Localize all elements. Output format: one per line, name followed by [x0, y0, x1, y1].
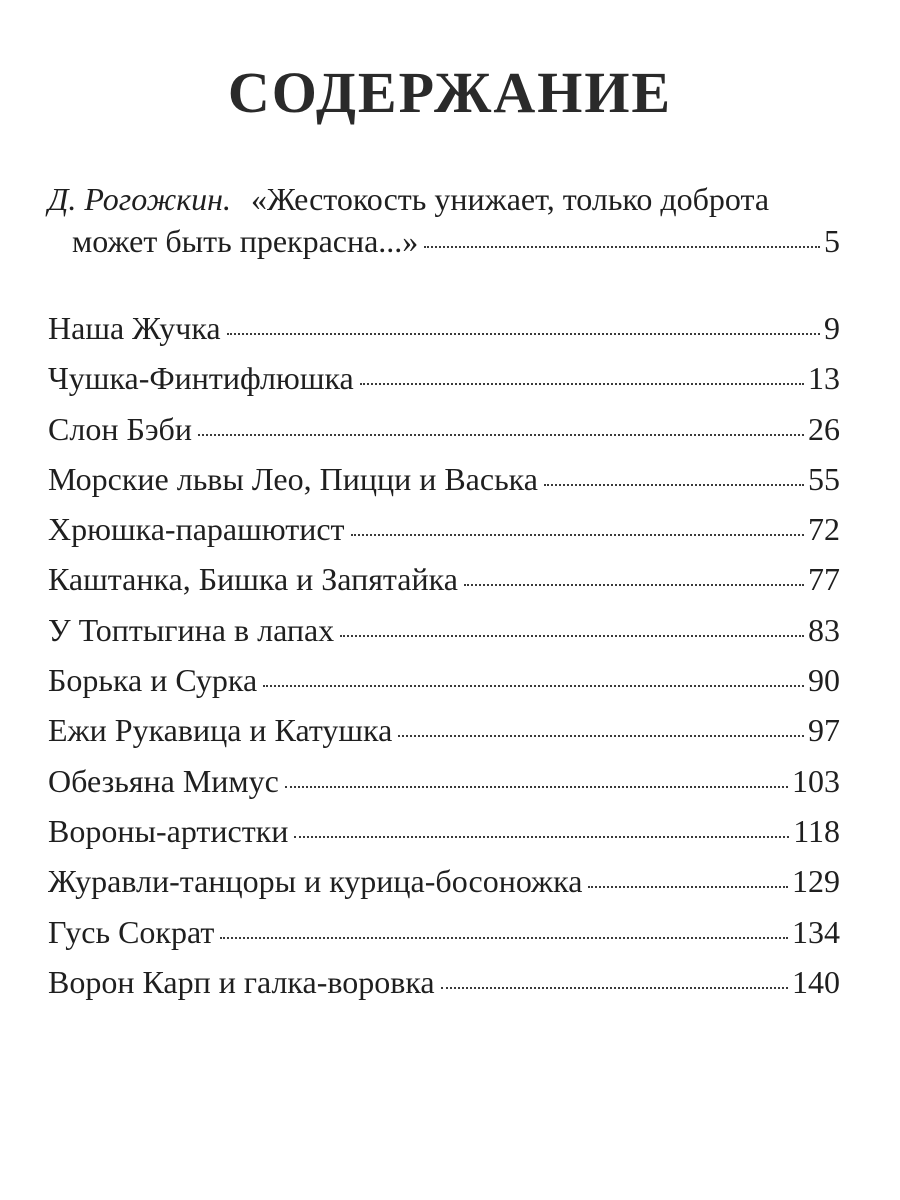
- dot-leader: [220, 937, 788, 939]
- toc-list: [48, 306, 840, 1010]
- toc-entry-title: Обезьяна Мимус: [48, 762, 279, 799]
- toc-entry-page: 77: [808, 561, 840, 598]
- dot-leader: [340, 635, 804, 637]
- dot-leader: [441, 987, 788, 989]
- toc-entry-page: 83: [808, 611, 840, 648]
- dot-leader: [360, 383, 804, 385]
- intro-line-1: [48, 180, 840, 218]
- toc-entry-page: 97: [808, 712, 840, 749]
- toc-entry-page: 13: [808, 360, 840, 397]
- toc-entry: [48, 306, 840, 356]
- toc-entry: [48, 557, 840, 607]
- toc-entry-title: Слон Бэби: [48, 410, 192, 447]
- toc-entry: [48, 407, 840, 457]
- toc-entry: [48, 507, 840, 557]
- toc-entry-title: Каштанка, Бишка и Запятайка: [48, 561, 458, 598]
- dot-leader: [588, 886, 788, 888]
- toc-entry-title: Морские львы Лео, Пицци и Васька: [48, 460, 538, 497]
- toc-entry-title: Борька и Сурка: [48, 662, 258, 699]
- dot-leader: [285, 786, 788, 788]
- page-title: СОДЕРЖАНИЕ: [227, 60, 673, 125]
- toc-entry: [48, 759, 840, 809]
- toc-entry-title: Ежи Рукавица и Катушка: [48, 712, 393, 749]
- intro-page-number: 5: [824, 223, 840, 259]
- toc-entry-page: 140: [792, 963, 840, 1000]
- toc-entry: [48, 658, 840, 708]
- toc-entry-page: 118: [793, 812, 840, 849]
- toc-entry-title: Журавли-танцоры и курица-босоножка: [48, 863, 583, 900]
- toc-entry-title: У Топтыгина в лапах: [48, 611, 335, 648]
- toc-entry-title: Наша Жучка: [48, 310, 221, 346]
- toc-entry: [48, 356, 840, 406]
- toc-entry: [48, 457, 840, 507]
- toc-entry: [48, 809, 840, 859]
- toc-entry: [48, 960, 840, 1010]
- dot-leader: [424, 246, 820, 248]
- toc-entry-page: 9: [824, 310, 840, 346]
- intro-entry: [48, 180, 840, 260]
- dot-leader: [227, 333, 820, 335]
- toc-entry-page: 72: [808, 511, 840, 548]
- toc-entry: [48, 608, 840, 658]
- toc-entry-title: Хрюшка-парашютист: [48, 511, 345, 548]
- toc-entry-title: Ворон Карп и галка-воровка: [48, 963, 435, 1000]
- toc-entry-page: 26: [808, 410, 840, 447]
- toc-entry-title: Чушка-Финтифлюшка: [48, 360, 354, 397]
- intro-line-2: [48, 222, 840, 260]
- intro-title-line-1: «Жестокость унижает, только доброта: [251, 181, 770, 217]
- dot-leader: [294, 836, 789, 838]
- toc-entry-page: 134: [792, 913, 840, 950]
- intro-author: Д. Рогожкин.: [48, 181, 232, 217]
- toc-entry-page: 55: [808, 460, 840, 497]
- dot-leader: [464, 584, 804, 586]
- toc-entry-page: 90: [808, 662, 840, 699]
- toc-entry-page: 129: [792, 863, 840, 900]
- intro-title-line-2: может быть прекрасна...»: [72, 223, 419, 259]
- toc-entry: [48, 708, 840, 758]
- toc-entry: [48, 910, 840, 960]
- dot-leader: [198, 434, 804, 436]
- dot-leader: [398, 735, 804, 737]
- dot-leader: [263, 685, 804, 687]
- dot-leader: [544, 484, 804, 486]
- dot-leader: [351, 534, 804, 536]
- toc-entry-title: Вороны-артистки: [48, 812, 289, 849]
- toc-entry-title: Гусь Сократ: [48, 913, 215, 950]
- toc-entry: [48, 859, 840, 909]
- toc-entry-page: 103: [792, 762, 840, 799]
